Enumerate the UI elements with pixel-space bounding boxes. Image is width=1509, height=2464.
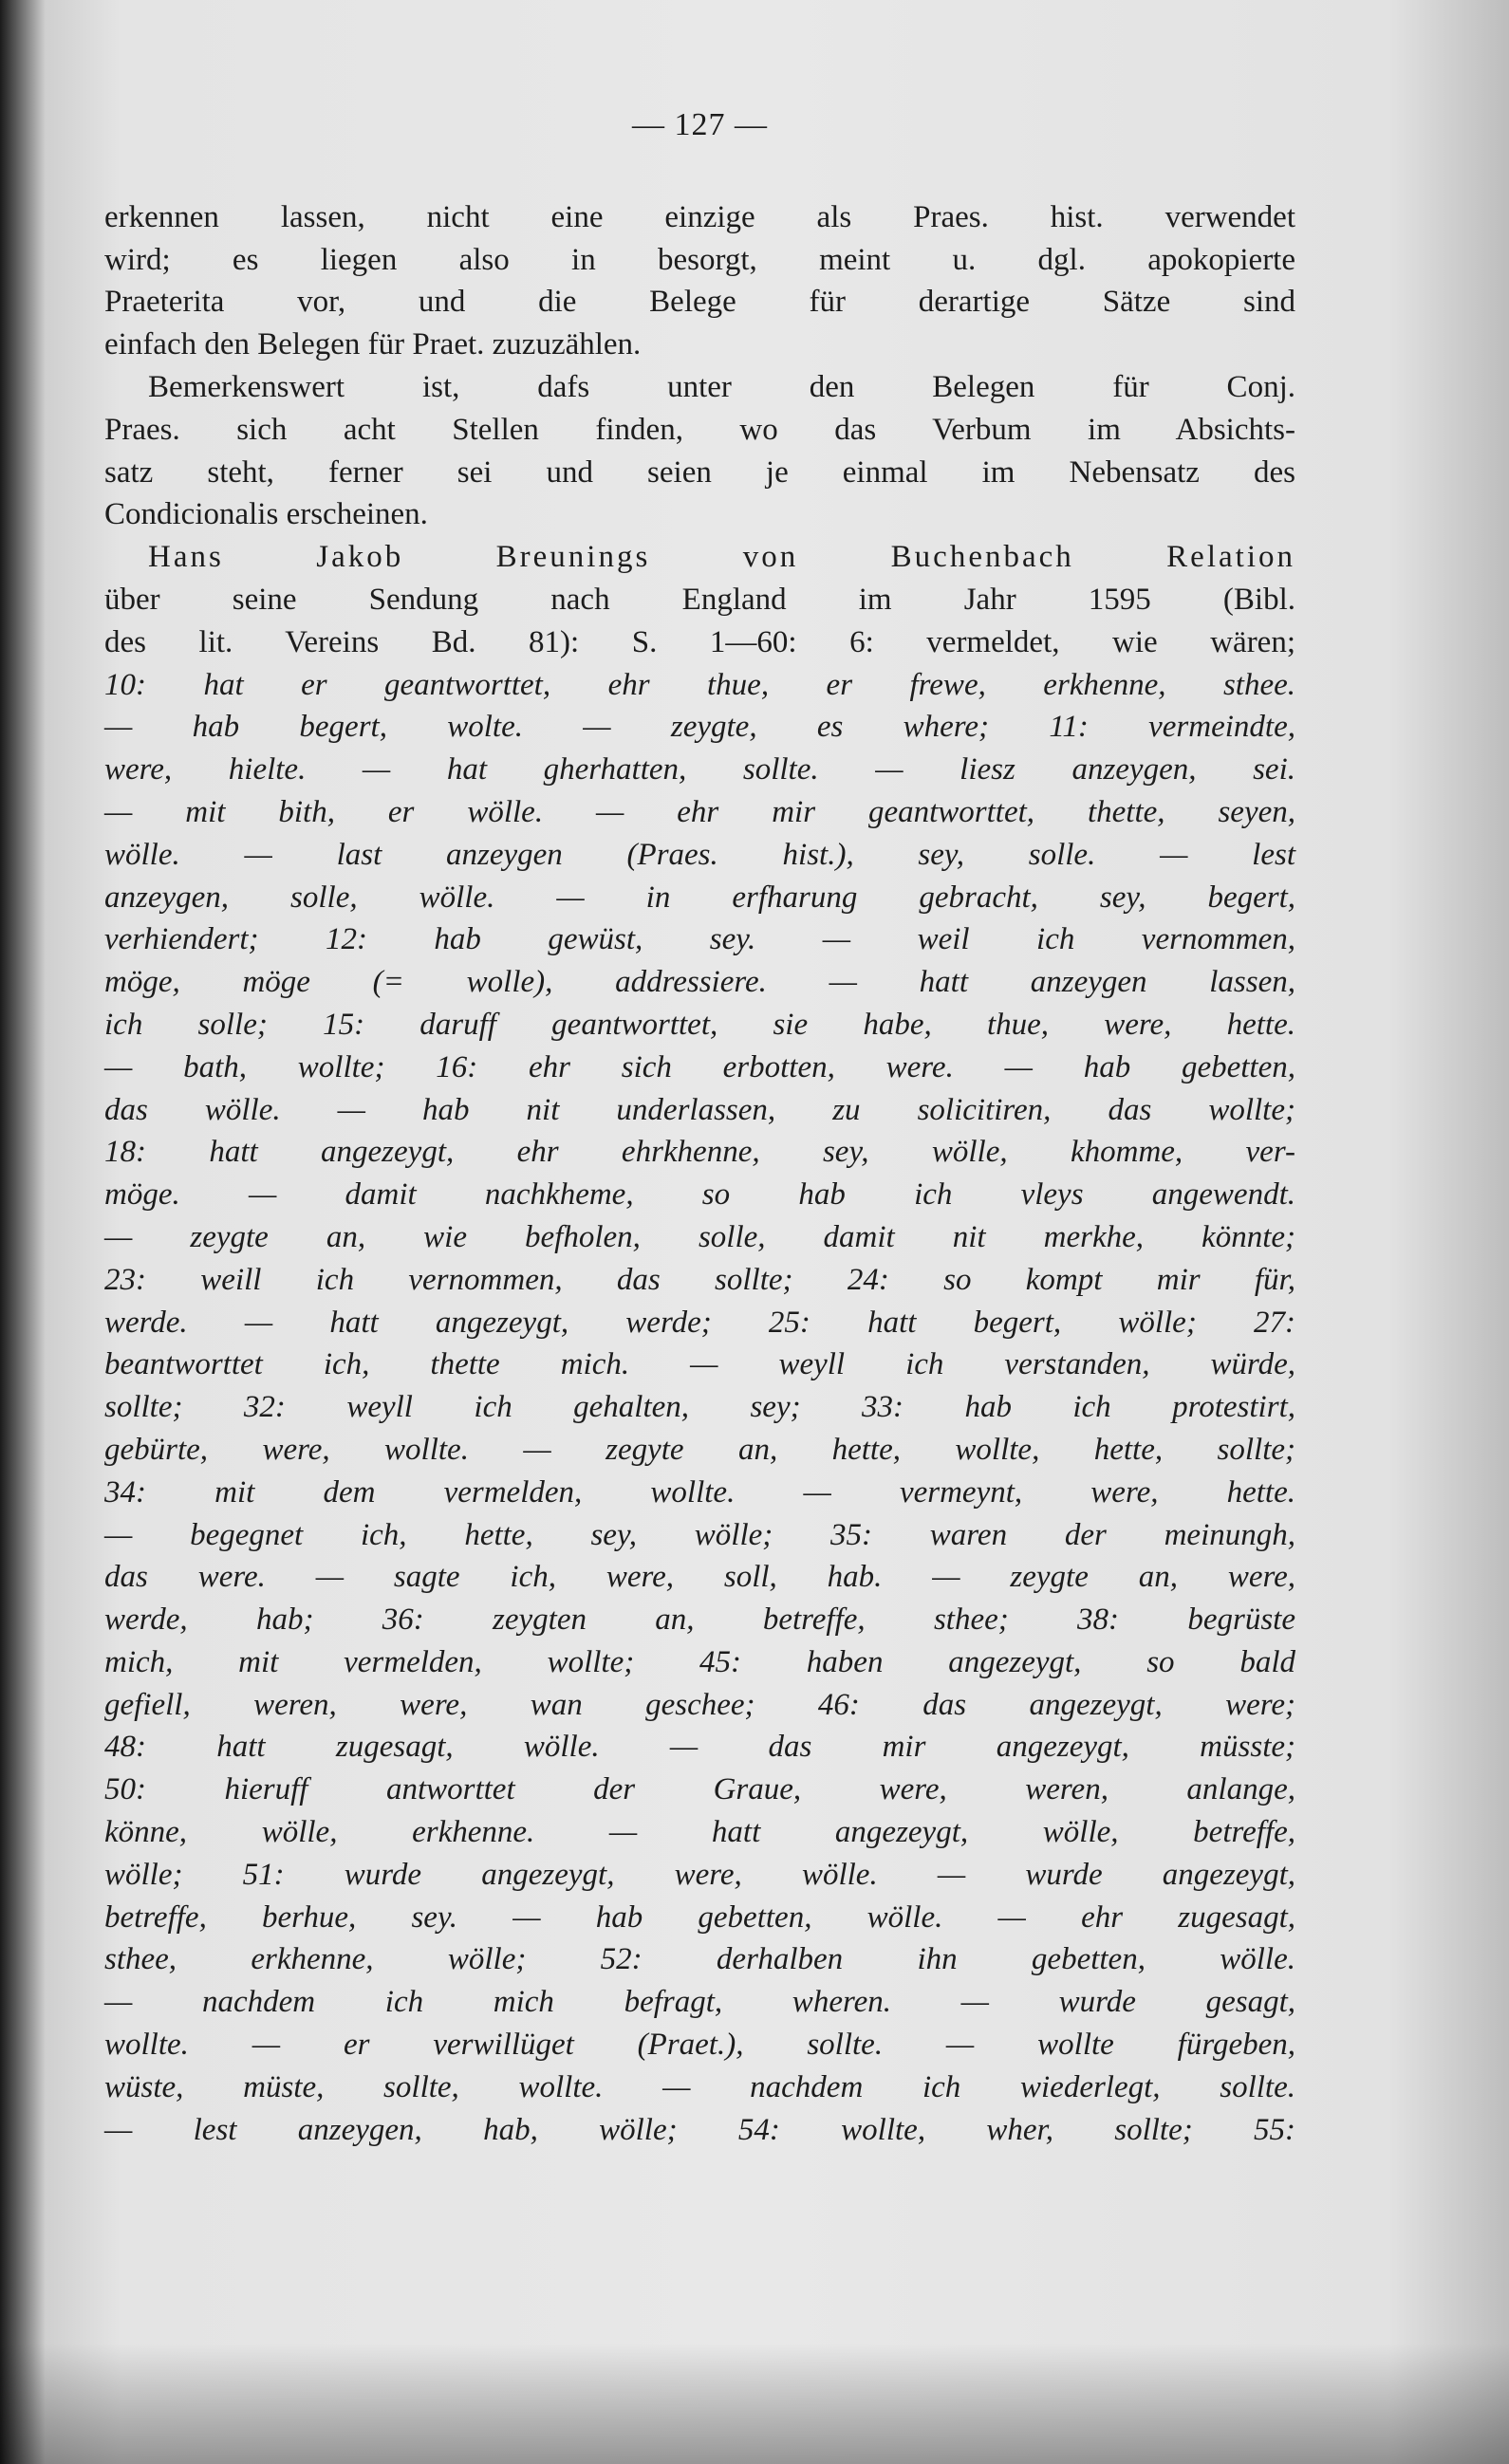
- text-line: das wölle. — hab nit underlassen, zu solicitiren, das wollte;: [104, 1092, 1295, 1127]
- text-line: gefiell, weren, were, wan geschee; 46: das angezeygt, were;: [104, 1687, 1295, 1722]
- text-line: — nachdem ich mich befragt, wheren. — wurde gesagt,: [104, 1985, 1295, 2020]
- text-line: das were. — sagte ich, were, soll, hab. — zeygte an, were,: [104, 1560, 1295, 1595]
- text-line: — begegnet ich, hette, sey, wölle; 35: waren der meinungh,: [104, 1517, 1295, 1552]
- text-line: einfach den Belegen für Praet. zuzuzählen.: [104, 327, 642, 362]
- book-page: [104, 104, 1295, 2424]
- text-line: — zeygte an, wie befholen, solle, damit nit merkhe, könnte;: [104, 1219, 1295, 1254]
- text-line: gebürte, were, wollte. — zegyte an, hette, wollte, hette, sollte;: [104, 1432, 1295, 1467]
- text-line: — lest anzeygen, hab, wölle; 54: wollte, wher, sollte; 55:: [104, 2112, 1295, 2147]
- page-bottom-shadow: [0, 2344, 1509, 2464]
- text-line: 50: hieruff antworttet der Graue, were, weren, anlange,: [104, 1772, 1295, 1807]
- text-line: 10: hat er geantworttet, ehr thue, er frewe, erkhenne, sthee.: [104, 667, 1295, 702]
- paragraph-3: [104, 536, 1295, 2151]
- text-line: 23: weill ich vernommen, das sollte; 24: so kompt mir für,: [104, 1262, 1295, 1297]
- text-line: des lit. Vereins Bd. 81): S. 1—60: 6: vermeldet, wie wären;: [104, 624, 1295, 659]
- text-line: Praeterita vor, und die Belege für derartige Sätze sind: [104, 285, 1295, 320]
- text-line: wollte. — er verwillüget (Praet.), sollte. — wollte fürgeben,: [104, 2028, 1295, 2063]
- text-line: sollte; 32: weyll ich gehalten, sey; 33: hab ich protestirt,: [104, 1390, 1295, 1425]
- text-line: wölle. — last anzeygen (Praes. hist.), sey, solle. — lest: [104, 837, 1295, 872]
- text-line: mich, mit vermelden, wollte; 45: haben angezeygt, so bald: [104, 1644, 1295, 1679]
- paragraph-2: [104, 366, 1295, 536]
- paragraph-1: [104, 196, 1295, 366]
- text-line: 48: hatt zugesagt, wölle. — das mir angezeygt, müsste;: [104, 1730, 1295, 1765]
- text-line: verhiendert; 12: hab gewüst, sey. — weil ich vernommen,: [104, 922, 1295, 957]
- text-line: 18: hatt angezeygt, ehr ehrkhenne, sey, wölle, khomme, ver-: [104, 1135, 1295, 1170]
- text-line: sthee, erkhenne, wölle; 52: derhalben ihn gebetten, wölle.: [104, 1942, 1295, 1977]
- text-line: wölle; 51: wurde angezeygt, were, wölle. — wurde angezeygt,: [104, 1857, 1295, 1892]
- text-line: — bath, wollte; 16: ehr sich erbotten, were. — hab gebetten,: [104, 1049, 1295, 1084]
- text-line: werde. — hatt angezeygt, werde; 25: hatt begert, wölle; 27:: [104, 1305, 1295, 1340]
- text-line: 34: mit dem vermelden, wollte. — vermeynt, were, hette.: [104, 1474, 1295, 1510]
- text-line: wird; es liegen also in besorgt, meint u. dgl. apokopierte: [104, 242, 1295, 277]
- text-line: Bemerkenswert ist, dafs unter den Belegen für Conj.: [148, 369, 1295, 404]
- text-line: — hab begert, wolte. — zeygte, es where; 11: vermeindte,: [104, 710, 1295, 745]
- text-line: werde, hab; 36: zeygten an, betreffe, sthee; 38: begrüste: [104, 1603, 1295, 1638]
- text-line: satz steht, ferner sei und seien je einmal im Nebensatz des: [104, 454, 1295, 490]
- text-line: — mit bith, er wölle. — ehr mir geantworttet, thette, seyen,: [104, 794, 1295, 829]
- text-line: beantworttet ich, thette mich. — weyll ich verstanden, würde,: [104, 1347, 1295, 1382]
- text-line: Condicionalis erscheinen.: [104, 497, 428, 532]
- text-line: könne, wölle, erkhenne. — hatt angezeygt, wölle, betreffe,: [104, 1815, 1295, 1850]
- text-line: betreffe, berhue, sey. — hab gebetten, wölle. — ehr zugesagt,: [104, 1899, 1295, 1935]
- text-line: über seine Sendung nach England im Jahr 1595 (Bibl.: [104, 582, 1295, 617]
- text-line: möge. — damit nachkheme, so hab ich vleys angewendt.: [104, 1177, 1295, 1213]
- text-line: ich solle; 15: daruff geantworttet, sie habe, thue, were, hette.: [104, 1007, 1295, 1042]
- text-line: Hans Jakob Breunings von Buchenbach Relation: [148, 540, 1295, 575]
- text-line: anzeygen, solle, wölle. — in erfharung gebracht, sey, begert,: [104, 880, 1295, 915]
- text-line: wüste, müste, sollte, wollte. — nachdem ich wiederlegt, sollte.: [104, 2069, 1295, 2104]
- text-line: erkennen lassen, nicht eine einzige als Praes. hist. verwendet: [104, 199, 1295, 234]
- page-number-header: — 127 —: [632, 107, 768, 142]
- text-line: Praes. sich acht Stellen finden, wo das Verbum im Absichts-: [104, 412, 1295, 447]
- text-line: möge, möge (= wolle), addressiere. — hatt anzeygen lassen,: [104, 965, 1295, 1000]
- text-line: were, hielte. — hat gherhatten, sollte. — liesz anzeygen, sei.: [104, 752, 1295, 787]
